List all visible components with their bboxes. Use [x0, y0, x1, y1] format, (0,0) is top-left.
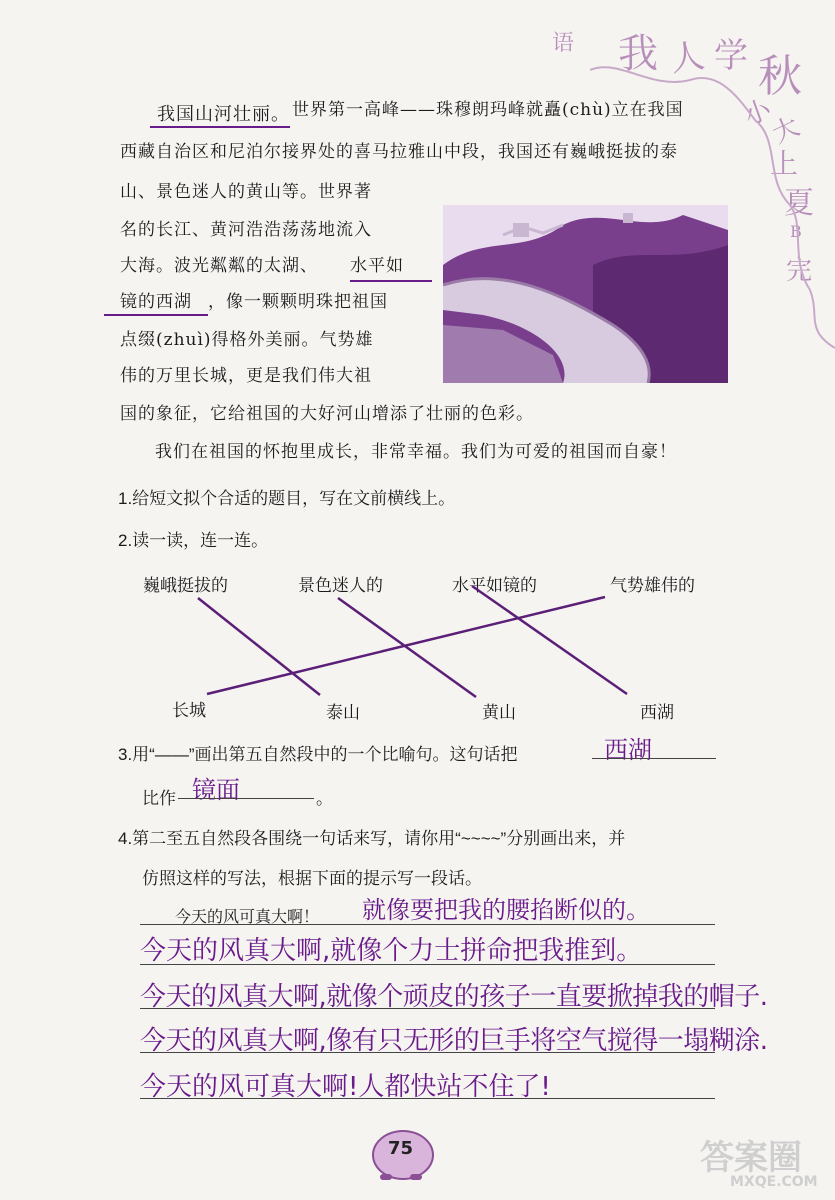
passage-line-6a: 镜的西湖 — [120, 292, 192, 312]
q4-answer-0: 就像要把我的腰掐断似的。 — [362, 896, 650, 924]
passage-line-9: 国的象征，它给祖国的大好河山增添了壮丽的色彩。 — [120, 404, 534, 424]
question-4-line1: 4.第二至五自然段各围绕一句话来写，请你用“~~~~”分别画出来，并 — [118, 829, 626, 848]
question-3-prefix: 3.用“——”画出第五自然段中的一个比喻句。这句话把 — [118, 745, 518, 764]
title-answer: 我国山河壮丽。 — [157, 104, 290, 125]
q4-answer-3: 今天的风真大啊,像有只无形的巨手将空气搅得一塌糊涂. — [140, 1026, 768, 1056]
q4-writing-line-5 — [140, 1098, 715, 1099]
q4-answer-2: 今天的风真大啊,就像个顽皮的孩子一直要掀掉我的帽子. — [140, 982, 768, 1012]
header-char-4: 秋 — [758, 51, 802, 102]
match-bottom-1: 长城 — [172, 701, 206, 720]
passage-line-2: 西藏自治区和尼泊尔接界处的喜马拉雅山中段，我国还有巍峨挺拔的泰 — [120, 142, 678, 162]
header-char-3: 学 — [714, 36, 748, 76]
q4-answer-4: 今天的风可真大啊!人都快站不住了! — [140, 1072, 551, 1102]
q4-writing-line-1 — [140, 924, 715, 925]
header-char-2: 人 — [667, 35, 708, 81]
passage-line-8: 伟的万里长城，更是我们伟大祖 — [120, 366, 372, 386]
question-4-line2: 仿照这样的写法，根据下面的提示写一段话。 — [142, 869, 482, 888]
mascot-foot-left — [380, 1174, 392, 1180]
side-char-3: 上 — [770, 147, 799, 180]
q3-blank-1 — [592, 758, 716, 759]
q4-given: 今天的风可真大啊！ — [175, 909, 320, 926]
watermark-line-1: 答案圈 — [700, 1138, 802, 1178]
match-top-1: 巍峨挺拔的 — [143, 576, 228, 595]
q4-answer-1: 今天的风真大啊,就像个力士拼命把我推到。 — [140, 936, 643, 966]
q4-writing-line-3 — [140, 1008, 715, 1009]
side-char-6: 完 — [786, 256, 813, 286]
q3-blank-2 — [178, 798, 314, 799]
question-1: 1.给短文拟个合适的题目，写在文前横线上。 — [118, 489, 456, 508]
watermark-line-2: MXQE.COM — [730, 1174, 818, 1190]
passage-line-7: 点缀(zhuì)得格外美丽。气势雄 — [120, 330, 374, 350]
passage-line-5b: 水平如 — [350, 256, 404, 276]
page-number: 75 — [388, 1138, 414, 1159]
match-bottom-2: 泰山 — [326, 703, 360, 722]
match-bottom-3: 黄山 — [482, 703, 516, 722]
match-top-2: 景色迷人的 — [298, 576, 383, 595]
passage-line-10: 我们在祖国的怀抱里成长，非常幸福。我们为可爱的祖国而自豪！ — [155, 442, 677, 462]
match-bottom-4: 西湖 — [640, 703, 674, 722]
q3-answer-2: 镜面 — [192, 776, 240, 804]
q3-line2-prefix: 比作 — [142, 789, 176, 808]
passage-line-1: 世界第一高峰——珠穆朗玛峰就矗(chù)立在我国 — [292, 100, 684, 120]
side-char-2: 大 — [767, 111, 805, 150]
passage-line-3: 山、景色迷人的黄山等。世界著 — [120, 182, 372, 202]
side-char-1: 小 — [740, 94, 776, 132]
mascot-foot-right — [410, 1174, 422, 1180]
q3-answer-1: 西湖 — [604, 736, 652, 764]
side-char-4: 夏 — [784, 186, 814, 221]
passage-line-6b: ，像一颗颗明珠把祖国 — [208, 292, 388, 312]
match-top-3: 水平如镜的 — [452, 576, 537, 595]
passage-line-4: 名的长江、黄河浩浩荡荡地流入 — [120, 220, 372, 240]
side-char-5: B — [790, 222, 802, 241]
passage-line-5a: 大海。波光粼粼的太湖、 — [120, 256, 318, 276]
subject-char: 语 — [552, 31, 575, 56]
header-char-1: 我 — [618, 31, 658, 77]
match-top-4: 气势雄伟的 — [610, 576, 695, 595]
q4-writing-line-4 — [140, 1052, 715, 1053]
question-2-prompt: 2.读一读，连一连。 — [118, 531, 269, 550]
q3-end: 。 — [316, 789, 333, 808]
q4-writing-line-2 — [140, 964, 715, 965]
